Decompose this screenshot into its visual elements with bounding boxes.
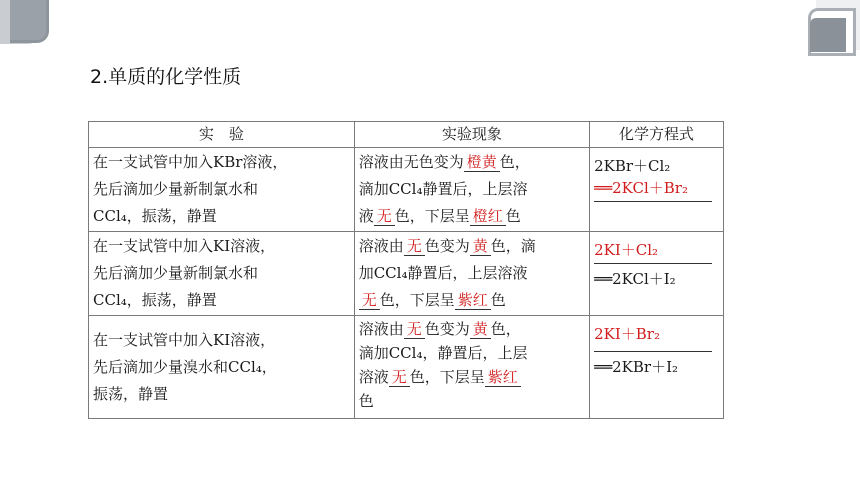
answer-blank: 紫红 xyxy=(485,368,521,387)
phenomenon-line: 溶液由 无 色变为 黄 色，滴 xyxy=(358,237,536,255)
experiment-cell xyxy=(89,232,355,316)
phenomenon-line: 无 色，下层呈 紫红 色 xyxy=(359,287,585,314)
corner-decoration-top-left-front xyxy=(10,0,49,43)
phenomenon-line: 加CCl₄静置后，上层溶液 xyxy=(358,264,528,282)
equation-cell xyxy=(590,232,724,316)
experiment-cell xyxy=(89,316,355,419)
phenomenon-cell xyxy=(354,148,589,232)
phenomenon-line: 溶液 无 色，下层呈 紫红 xyxy=(359,365,585,389)
experiment-line: 先后滴加少量新制氯水和 xyxy=(93,264,259,282)
equation-products: ══2KCl＋Br₂ xyxy=(594,179,688,197)
experiment-line: 在一支试管中加入KI溶液， xyxy=(93,330,276,349)
equation-underline xyxy=(594,351,712,352)
header-equation: 化学方程式 xyxy=(590,122,724,148)
table-row xyxy=(89,232,724,316)
phenomenon-line: 液 无 色，下层呈 橙红 色 xyxy=(358,207,521,225)
equation-reactants: 2KBr＋Cl₂ xyxy=(594,157,671,175)
chemistry-table xyxy=(88,121,724,419)
answer-blank: 无 xyxy=(359,291,380,310)
header-phenomenon: 实验现象 xyxy=(354,122,589,148)
table-row xyxy=(89,316,724,419)
experiment-line: CCl₄，振荡，静置 xyxy=(93,207,217,225)
answer-blank: 橙黄 xyxy=(464,153,500,172)
table-row xyxy=(89,148,724,232)
phenomenon-line: 溶液由无色变为 橙黄 色， xyxy=(358,153,530,171)
phenomenon-line: 溶液由 无 色变为 黄 色， xyxy=(358,320,521,338)
equation-products: ══2KBr＋I₂ xyxy=(594,358,679,376)
answer-blank: 无 xyxy=(374,207,395,226)
answer-blank: 橙红 xyxy=(470,207,506,226)
equation-cell xyxy=(590,148,724,232)
experiment-line: 先后滴加少量溴水和CCl₄， xyxy=(93,357,277,376)
experiment-line: 先后滴加少量新制氯水和 xyxy=(93,180,259,198)
answer-blank: 紫红 xyxy=(455,291,491,310)
experiment-line: CCl₄，振荡，静置 xyxy=(93,291,217,309)
corner-decoration-top-right-fill xyxy=(810,18,846,52)
equation-reactants: 2KI＋Cl₂ xyxy=(594,241,659,259)
header-experiment: 实 验 xyxy=(89,122,355,148)
answer-blank: 无 xyxy=(404,237,425,256)
answer-blank: 无 xyxy=(389,368,410,387)
phenomenon-line: 色 xyxy=(358,392,374,410)
equation-underline xyxy=(594,201,712,202)
experiment-line: 振荡，静置 xyxy=(93,384,169,403)
phenomenon-cell xyxy=(354,316,589,419)
section-heading: 2.单质的化学性质 xyxy=(90,66,242,88)
phenomenon-cell xyxy=(354,232,589,316)
experiment-cell xyxy=(89,148,355,232)
equation-reactants: 2KI＋Br₂ xyxy=(594,325,660,343)
answer-blank: 无 xyxy=(404,320,425,339)
answer-blank: 黄 xyxy=(470,320,491,339)
phenomenon-line: 滴加CCl₄，静置后，上层 xyxy=(358,344,528,362)
equation-underline xyxy=(594,263,712,264)
experiment-line: 在一支试管中加入KBr溶液， xyxy=(93,153,288,171)
equation-products: ══2KCl＋I₂ xyxy=(594,270,676,288)
table-header-row xyxy=(89,122,724,148)
experiment-line: 在一支试管中加入KI溶液， xyxy=(93,237,276,255)
answer-blank: 黄 xyxy=(470,237,491,256)
equation-cell xyxy=(590,316,724,419)
phenomenon-line: 滴加CCl₄静置后，上层溶 xyxy=(358,180,528,198)
